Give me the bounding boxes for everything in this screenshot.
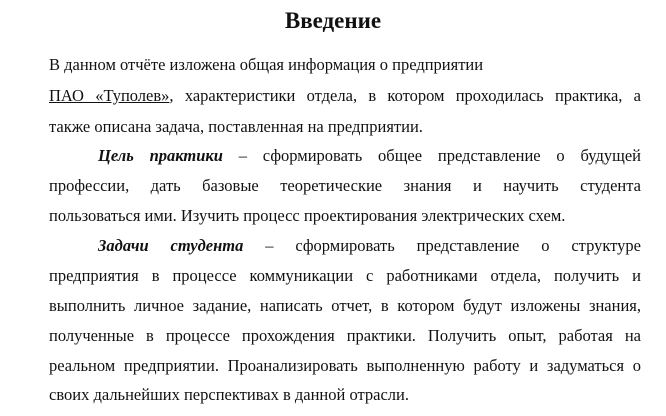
intro-line-1 [49, 55, 641, 75]
tasks-line-4-text: полученные в процессе прохождения практики. Получить опыт, работая на [49, 326, 641, 345]
tasks-line-1-rest: – сформировать представление о структуре [243, 236, 641, 255]
intro-line-2-part2: в котором проходилась практика, а [357, 86, 641, 105]
tasks-line-3 [49, 296, 641, 316]
tasks-term: Задачи студента [98, 236, 244, 255]
goal-line-2-text: профессии, дать базовые теоретические знания и научить студента [49, 176, 641, 195]
intro-line-2-part1: , характеристики отдела [169, 86, 353, 105]
goal-term: Цель практики [98, 146, 223, 165]
goal-line-1-rest: – сформировать общее представление о будущей [222, 146, 641, 165]
tasks-line-2-text: предприятия в процессе коммуникации с работниками отдела, получить и [49, 266, 641, 285]
tasks-line-1 [98, 236, 641, 256]
goal-line-3 [49, 206, 641, 226]
intro-line-1-text: В данном отчёте изложена общая информация о предприятии [49, 55, 484, 74]
tasks-line-4 [49, 326, 641, 346]
tasks-line-2 [49, 266, 641, 286]
company-name: ПАО «Туполев» [49, 86, 170, 105]
tasks-line-6 [49, 385, 641, 405]
goal-line-3-text: пользоваться ими. Изучить процесс проектирования электрических схем. [49, 206, 566, 225]
intro-line-3 [49, 117, 641, 137]
goal-line-2 [49, 176, 641, 196]
intro-line-2 [49, 86, 641, 106]
intro-line-3-text: также описана задача, поставленная на предприятии. [49, 117, 423, 136]
intro-underlined-comma: , [352, 86, 358, 105]
tasks-line-3-text: выполнить личное задание, написать отчет, в котором будут изложены знания, [49, 296, 641, 315]
tasks-line-6-text: своих дальнейших перспективах в данной отрасли. [49, 385, 409, 404]
page-title: Введение [284, 8, 382, 33]
tasks-line-5-text: реальном предприятии. Проанализировать выполненную работу и задуматься о [49, 356, 641, 375]
tasks-line-5 [49, 356, 641, 376]
goal-line-1 [98, 146, 641, 166]
